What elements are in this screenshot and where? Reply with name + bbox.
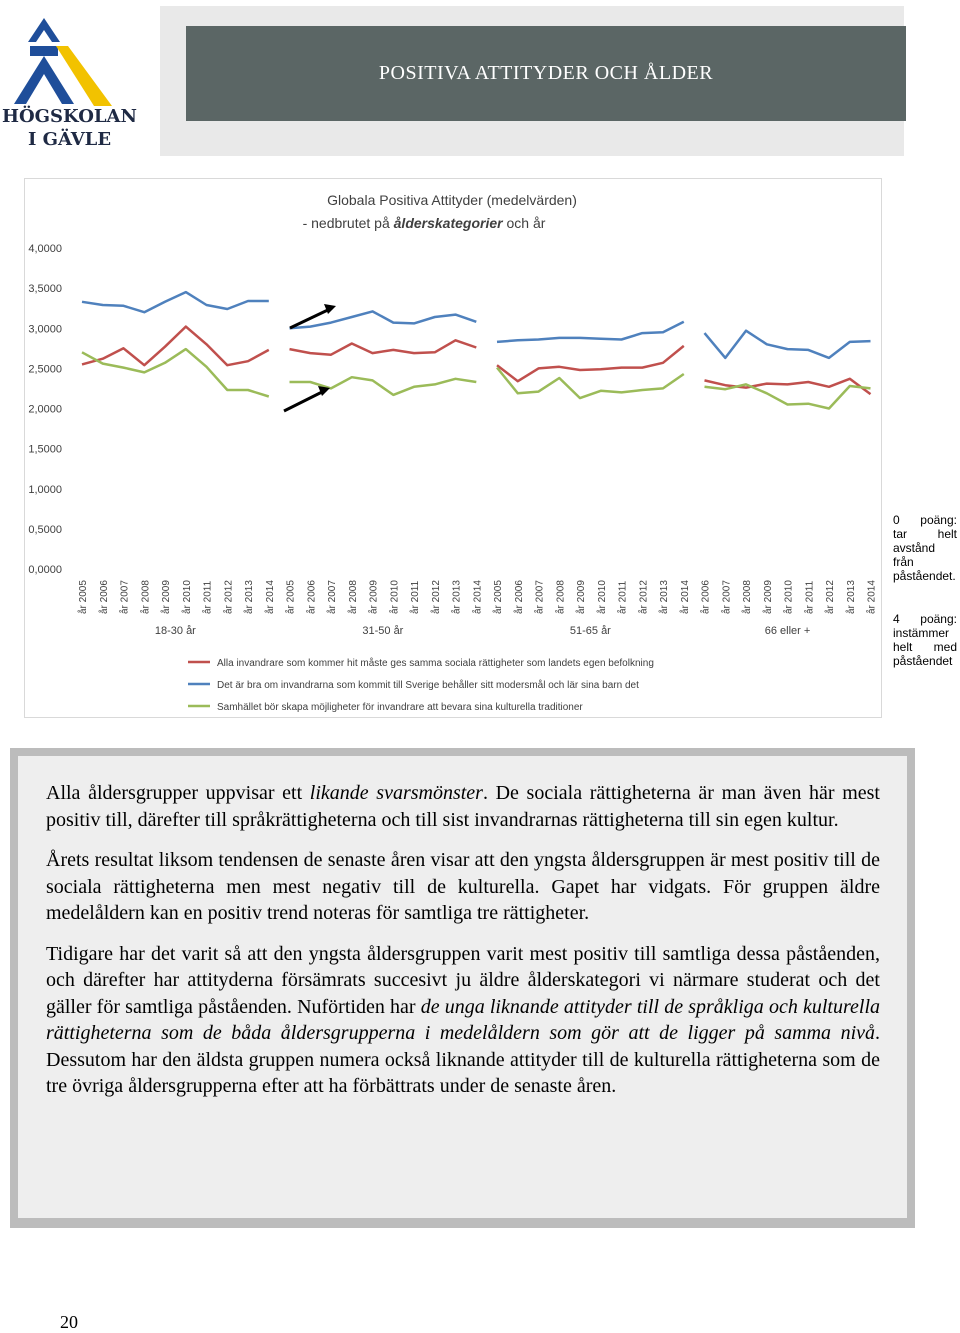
x-tick-label: år 2013 [659, 580, 670, 614]
x-tick-label: år 2008 [555, 580, 567, 614]
chart-title-line2 [303, 215, 546, 231]
paragraph-2: Årets resultat liksom tendensen de senaste åren visar att den yngsta åldersgruppen är mest positiv till de sociala rättigheterna men mest negativ till de kulturella. Gapet har vidgats. För gruppen äldre medelåldern kan en positiv trend noteras för samtliga tre rättigheter. [46, 849, 880, 924]
y-tick-label: 0,5000 [28, 523, 62, 536]
x-tick-label: år 2006 [513, 580, 525, 614]
annotation-arrow-2 [284, 390, 326, 411]
x-tick-label: år 2007 [721, 580, 733, 614]
x-tick-label: år 2005 [78, 580, 89, 614]
x-tick-label: år 2014 [866, 580, 878, 614]
x-tick-label: år 2011 [617, 580, 629, 614]
logo-band-shape [30, 46, 58, 56]
y-tick-label: 4,0000 [28, 243, 62, 255]
line-chart [24, 178, 880, 716]
y-tick-label: 3,5000 [28, 283, 62, 296]
page-number: 20 [60, 1312, 78, 1332]
age-group-label: 31-50 år [362, 625, 404, 637]
side-note-zero-points: 0 poäng: tar helt avstånd från påståendet. [893, 513, 957, 583]
chart-title-line1: Globala Positiva Attityder (medelvärden) [327, 192, 577, 208]
logo-blue-shape [14, 56, 74, 104]
chart-title-post: och år [502, 215, 546, 231]
legend-label-social: Alla invandrare som kommer hit måste ges samma sociala rättigheter som landets egen befolkning [217, 658, 654, 669]
paragraph-1-part-c: . De sociala rättigheterna är man även här mest positiv till, därefter till språkrättigheterna och till sist invandrarnas rättigheterna till sin egen kultur. [46, 782, 880, 831]
series-line-language-group-4 [705, 331, 871, 358]
y-tick-label: 3,0000 [28, 323, 62, 336]
x-tick-label: år 2014 [472, 580, 484, 614]
x-tick-label: år 2013 [244, 580, 255, 614]
x-tick-label: år 2010 [596, 580, 608, 614]
x-tick-label: år 2009 [576, 580, 587, 614]
y-tick-label: 0,0000 [28, 564, 62, 576]
x-tick-label: år 2011 [410, 580, 421, 614]
series-line-culture-group-3 [497, 368, 684, 399]
x-tick-label: år 2014 [679, 580, 691, 614]
paragraph-3 [46, 941, 880, 1100]
side-note-four-points: 4 poäng: instämmer helt med påståendet [893, 612, 957, 668]
paragraph-1-part-a: Alla åldersgrupper uppvisar ett [46, 782, 310, 804]
x-tick-label: år 2010 [389, 580, 401, 614]
age-group-label: 66 eller + [764, 625, 811, 637]
x-tick-label: år 2011 [202, 580, 214, 614]
age-group-label: 18-30 år [154, 625, 196, 637]
y-tick-label: 2,5000 [28, 363, 62, 376]
x-tick-label: år 2006 [306, 580, 318, 614]
x-tick-label: år 2013 [451, 580, 463, 614]
x-tick-label: år 2011 [804, 580, 816, 614]
x-tick-label: år 2014 [264, 580, 276, 614]
x-tick-label: år 2008 [742, 580, 753, 614]
x-tick-label: år 2012 [430, 580, 442, 614]
chart-title-bold: ålderskategorier [393, 215, 503, 231]
x-tick-label: år 2012 [223, 580, 235, 614]
series-line-social-group-3 [497, 346, 684, 381]
series-line-culture-group-2 [290, 377, 477, 395]
x-tick-label: år 2007 [327, 580, 338, 614]
x-tick-label: år 2007 [534, 580, 546, 614]
text-body [46, 780, 880, 1114]
x-tick-label: år 2009 [762, 580, 774, 614]
paragraph-1-emphasis: likande svarsmönster [309, 782, 483, 804]
x-tick-label: år 2013 [845, 580, 857, 614]
x-tick-label: år 2005 [493, 580, 504, 614]
legend-label-culture: Samhället bör skapa möjligheter för invandrare att bevara sina kulturella traditioner [217, 702, 583, 713]
page-title: POSITIVA ATTITYDER OCH ÅLDER [378, 62, 714, 84]
x-tick-label: år 2010 [181, 580, 193, 614]
x-tick-label: år 2010 [783, 580, 795, 614]
x-tick-label: år 2012 [825, 580, 836, 614]
x-tick-label: år 2006 [98, 580, 110, 614]
legend-label-language: Det är bra om invandrarna som kommit till Sverige behåller sitt modersmål och lär sina barn det [217, 680, 639, 691]
series-line-language-group-1 [82, 292, 269, 312]
age-group-label: 51-65 år [569, 625, 611, 637]
logo-text-line1: HÖGSKOLAN [2, 106, 137, 127]
paragraph-3-part-c: . Dessutom har den äldsta gruppen numera också liknande attityder till de kulturella rättigheterna som de tre övriga åldersgrupperna efter att ha förbättrats under de senaste åren. [46, 1022, 880, 1097]
hogskolan-logo [0, 10, 150, 160]
y-tick-label: 1,0000 [28, 483, 62, 496]
x-tick-label: år 2008 [347, 580, 359, 614]
logo-roof-shape [28, 18, 60, 42]
y-tick-label: 2,0000 [28, 403, 62, 416]
series-line-social-group-1 [82, 327, 269, 366]
paragraph-3-emphasis: de unga liknande attityder till de språkliga och kulturella rättigheterna som de båda åldersgrupperna i medelåldern som gör att de ligger på samma nivå [46, 995, 880, 1044]
x-tick-label: år 2007 [119, 580, 131, 614]
series-line-culture-group-4 [705, 384, 871, 408]
series-line-language-group-3 [497, 322, 684, 342]
paragraph-1 [46, 780, 880, 833]
x-tick-label: år 2009 [368, 580, 380, 614]
chart-title-pre: - nedbrutet på [302, 215, 394, 231]
x-tick-label: år 2005 [285, 580, 297, 614]
x-tick-label: år 2006 [700, 580, 712, 614]
x-tick-label: år 2009 [161, 580, 172, 614]
series-line-social-group-2 [290, 340, 477, 354]
paragraph-3-part-a: Tidigare har det varit så att den yngsta åldersgruppen varit mest positiv till samtliga dessa påståenden, och därefter har attityderna försämrats succesivt ju äldre ålderskategori vi närmare studerat och det gäller för samtliga påståenden. Nuförtiden har [46, 942, 880, 1018]
x-tick-label: år 2012 [638, 580, 650, 614]
y-tick-label: 1,5000 [28, 443, 62, 456]
annotation-arrow-1 [290, 308, 332, 328]
logo-text-line2: I GÄVLE [28, 129, 112, 150]
x-tick-label: år 2008 [140, 580, 152, 614]
